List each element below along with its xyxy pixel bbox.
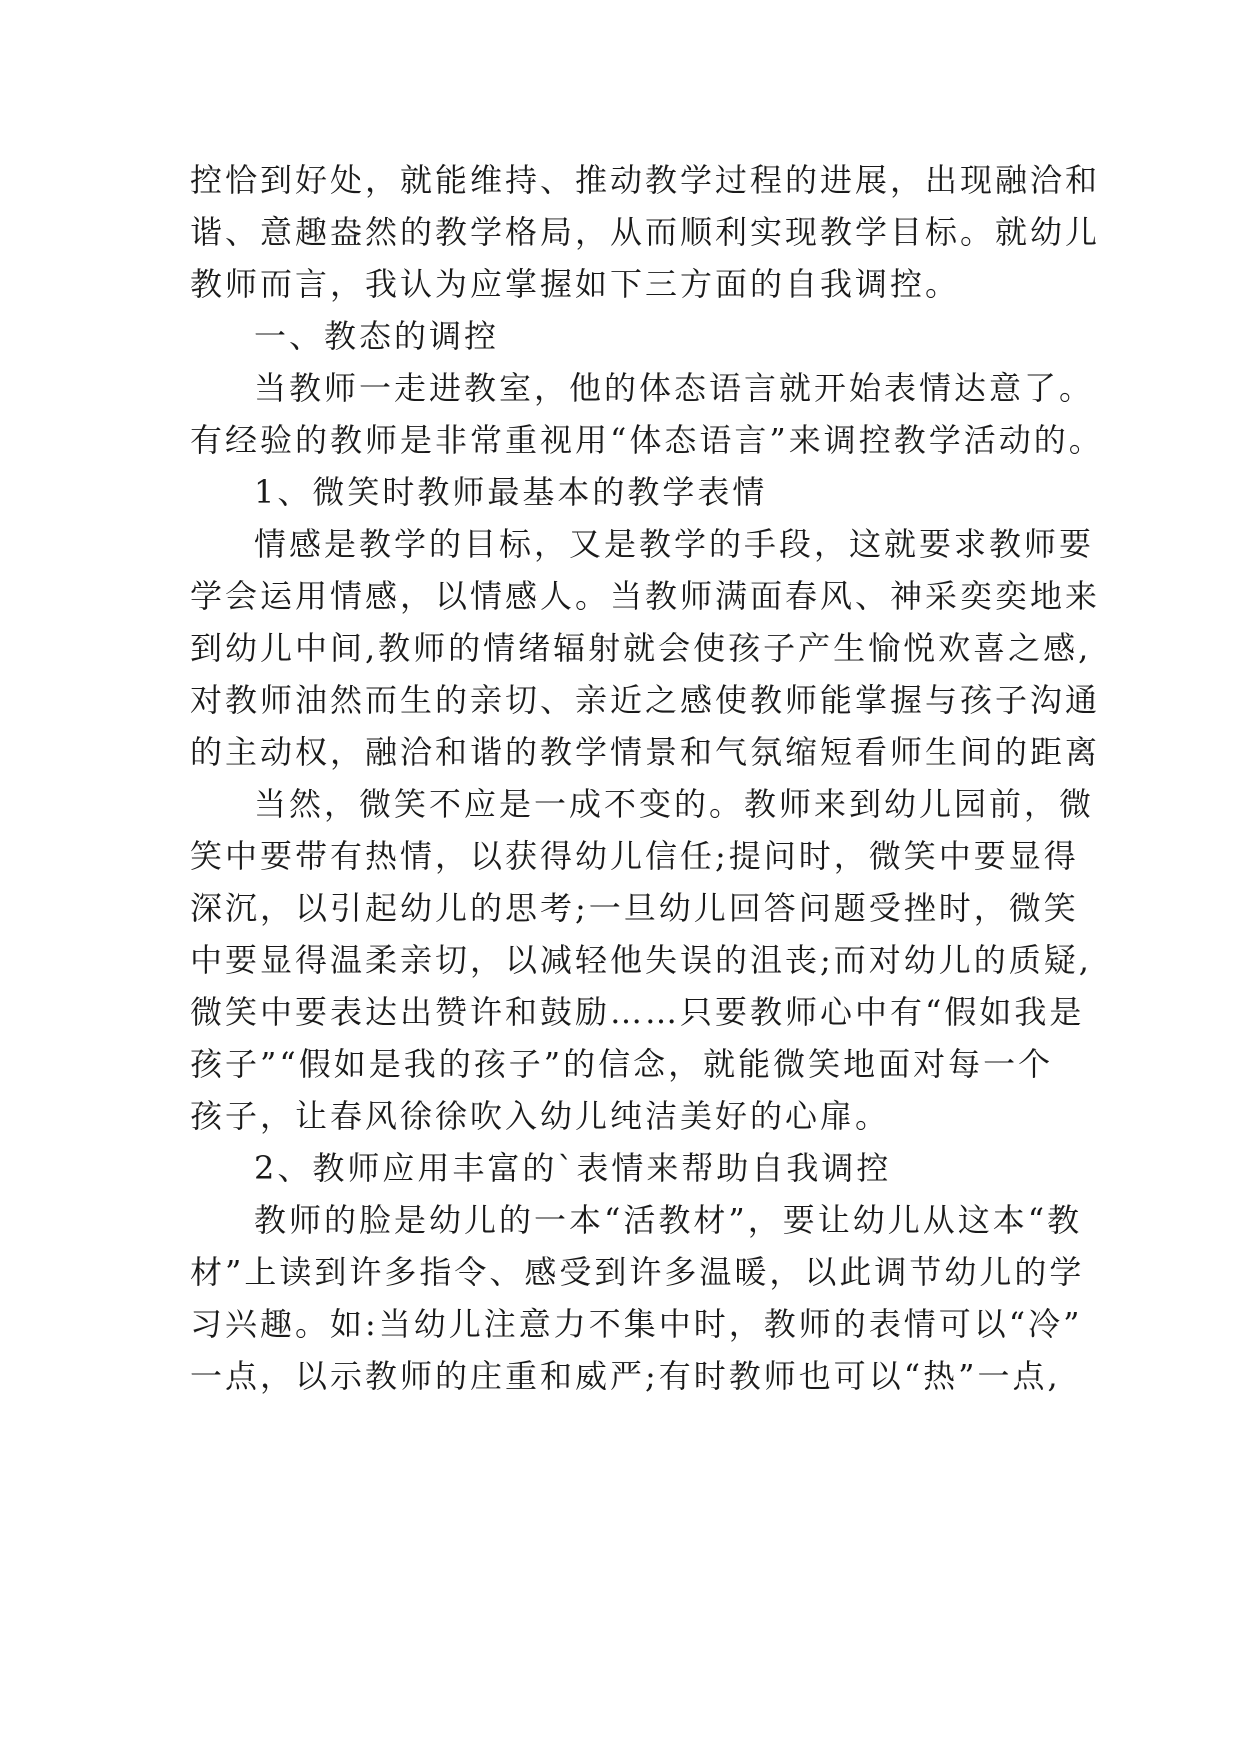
section-heading: 一、教态的调控 (254, 317, 500, 355)
text-line: 当然，微笑不应是一成不变的。教师来到幼儿园前，微 (254, 785, 1095, 823)
text-line: 当教师一走进教室，他的体态语言就开始表情达意了。 (254, 369, 1095, 407)
text-line: 深沉，以引起幼儿的思考;一旦幼儿回答问题受挫时，微笑 (190, 889, 1079, 927)
text-line: 微笑中要表达出赞许和鼓励……只要教师心中有“假如我是 (190, 993, 1085, 1031)
text-line: 孩子”“假如是我的孩子”的信念，就能微笑地面对每一个 (190, 1045, 1054, 1083)
text-line: 的主动权，融洽和谐的教学情景和气氛缩短看师生间的距离 (190, 733, 1101, 771)
text-line: 到幼儿中间,教师的情绪辐射就会使孩子产生愉悦欢喜之感, (190, 629, 1092, 667)
text-line: 学会运用情感，以情感人。当教师满面春风、神采奕奕地来 (190, 577, 1101, 615)
text-line: 一点，以示教师的庄重和威严;有时教师也可以“热”一点, (190, 1357, 1061, 1395)
text-line: 中要显得温柔亲切，以减轻他失误的沮丧;而对幼儿的质疑, (190, 941, 1092, 979)
text-line: 教师的脸是幼儿的一本“活教材”，要让幼儿从这本“教 (254, 1201, 1083, 1239)
text-line: 教师而言，我认为应掌握如下三方面的自我调控。 (190, 265, 961, 303)
text-line: 孩子，让春风徐徐吹入幼儿纯洁美好的心扉。 (190, 1097, 891, 1135)
text-line: 控恰到好处，就能维持、推动教学过程的进展，出现融洽和 (190, 161, 1101, 199)
text-line: 对教师油然而生的亲切、亲近之感使教师能掌握与孩子沟通 (190, 681, 1101, 719)
text-line: 有经验的教师是非常重视用“体态语言”来调控教学活动的。 (190, 421, 1104, 459)
subsection-heading: 1、微笑时教师最基本的教学表情 (254, 473, 768, 511)
text-line: 材”上读到许多指令、感受到许多温暖，以此调节幼儿的学 (190, 1253, 1085, 1291)
text-line: 笑中要带有热情，以获得幼儿信任;提问时，微笑中要显得 (190, 837, 1079, 875)
text-line: 习兴趣。如:当幼儿注意力不集中时，教师的表情可以“冷” (190, 1305, 1083, 1343)
text-line: 谐、意趣盎然的教学格局，从而顺利实现教学目标。就幼儿 (190, 213, 1101, 251)
subsection-heading: 2、教师应用丰富的`表情来帮助自我调控 (254, 1149, 892, 1187)
text-line: 情感是教学的目标，又是教学的手段，这就要求教师要 (254, 525, 1095, 563)
